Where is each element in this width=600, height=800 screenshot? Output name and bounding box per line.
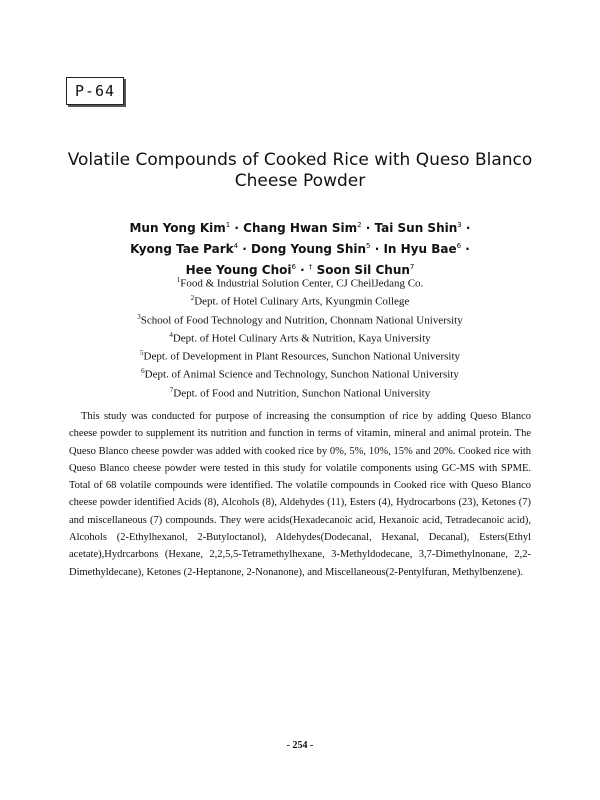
affiliation-item <box>60 383 540 401</box>
title-line: Cheese Powder <box>234 171 366 191</box>
author-affiliation-mark: 6 <box>291 263 296 271</box>
author-affiliation-mark: 5 <box>366 242 371 250</box>
author-separator: · <box>238 242 251 256</box>
title-line: Volatile Compounds of Cooked Rice with Queso Blanco <box>67 150 533 170</box>
author-name: Soon Sil Chun <box>316 263 410 277</box>
author-affiliation-mark: 6 <box>456 242 462 250</box>
affiliation-item <box>60 310 540 328</box>
affiliation-text: Dept. of Food and Nutrition, Sunchon National University <box>173 387 431 400</box>
author-name: In Hyu Bae <box>383 242 457 256</box>
affiliation-text: Dept. of Hotel Culinary Arts & Nutrition, Kaya University <box>172 332 431 345</box>
poster-code: P-64 <box>74 82 116 100</box>
affiliation-number: 4 <box>169 330 173 339</box>
affiliation-text: Dept. of Development in Plant Resources, Sunchon National University <box>143 350 460 363</box>
author-line <box>60 237 540 258</box>
author-separator: · <box>370 242 384 256</box>
author-name: Hee Young Choi <box>185 263 292 277</box>
corresponding-author-mark: † <box>308 263 313 271</box>
affiliation-number: 6 <box>141 367 145 376</box>
affiliation-item <box>60 364 540 382</box>
author-affiliation-mark: 7 <box>409 263 415 271</box>
author-separator: · <box>461 242 470 256</box>
author-name: Kyong Tae Park <box>130 242 234 256</box>
affiliation-number: 1 <box>176 276 181 284</box>
abstract-text: This study was conducted for purpose of increasing the consumption of rice by adding Queso Blanco cheese powder to supplement its nutrition and function in terms of vitamin, mineral and animal protein. The Queso Blanco cheese powder was added with cooked rice by 0%, 5%, 10%, 15% and 20%. Cooked rice with Queso Blanco cheese powder were tested in this study for volatile components using GC-MS with SPME. Total of 68 volatile compounds were identified. The volatile compounds in Cooked rice with Queso Blanco cheese powder identified Acids (8), Alcohols (8), Aldehydes (11), Esters (4), Hydrocarbons (23), Ketones (7) and miscellaneous (7) compounds. They were acids(Hexadecanoic acid, Hexanoic acid, Tetradecanoic acid), Alcohols (2-Ethylhexanol, 2-Butyloctanol), Aldehydes(Dodecanal, Hexanal, Decanal), Esters(Ethyl acetate),Hydrcarbons (Hexane, 2,2,5,5-Tetramethylhexane, 3-Methyldodecane, 3,7-Dimethylnonane, 2,2-Dimethyldecane), Ketones (2-Heptanone, 2-Nonanone), and Miscellaneous(2-Pentylfuran, Methylbenzene). <box>69 411 531 578</box>
author-name: Mun Yong Kim <box>129 221 226 235</box>
affiliation-text: School of Food Technology and Nutrition, Chonnam National University <box>140 314 463 327</box>
affiliation-item <box>60 291 540 309</box>
author-affiliation-mark: 4 <box>233 242 239 250</box>
affiliation-item <box>60 346 540 364</box>
affiliation-number: 3 <box>137 312 141 321</box>
paper-title <box>60 150 540 192</box>
affiliation-list <box>60 273 540 401</box>
author-affiliation-mark: 1 <box>225 221 231 229</box>
author-separator: · <box>361 221 375 235</box>
author-separator: · <box>295 263 309 277</box>
affiliation-number: 7 <box>169 385 174 394</box>
affiliation-number: 2 <box>190 294 195 303</box>
affiliation-number: 5 <box>140 349 144 357</box>
author-name: Chang Hwan Sim <box>243 221 358 235</box>
affiliation-text: Dept. of Animal Science and Technology, Sunchon National University <box>144 368 459 381</box>
affiliation-item <box>60 273 540 291</box>
affiliation-text: Food & Industrial Solution Center, CJ CheilJedang Co. <box>180 277 424 290</box>
affiliation-item <box>60 328 540 346</box>
author-name: Tai Sun Shin <box>374 221 458 235</box>
page-number: - 254 - <box>286 740 314 751</box>
author-list <box>60 216 540 279</box>
author-name: Dong Young Shin <box>251 242 367 256</box>
author-line <box>60 216 540 237</box>
author-affiliation-mark: 2 <box>357 221 362 229</box>
affiliation-text: Dept. of Hotel Culinary Arts, Kyungmin College <box>194 295 410 308</box>
author-separator: · <box>230 221 244 235</box>
poster-code-box <box>66 77 124 105</box>
author-affiliation-mark: 3 <box>457 221 462 229</box>
author-separator: · <box>461 221 471 235</box>
